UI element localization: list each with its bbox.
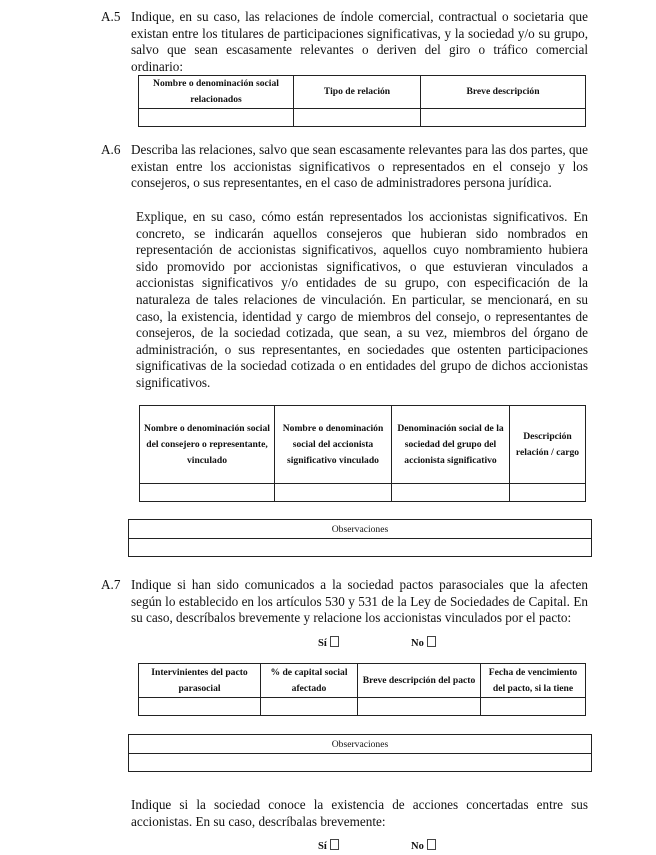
- a6-col-director: Nombre o denominación social del consejero o representante, vinculado: [140, 406, 275, 484]
- checkbox-icon[interactable]: [427, 636, 436, 647]
- table-row: [140, 484, 586, 502]
- a6-number: A.6: [101, 142, 121, 157]
- a6-observations: [128, 519, 592, 557]
- a7-col-parties: Intervinientes del pacto parasocial: [139, 664, 261, 698]
- a7-yes-option[interactable]: [318, 636, 339, 649]
- a7-text: Indique si han sido comunicados a la sociedad pactos parasociales que la afecten según lo establecido en los artículos 530 y 531 de la Ley de Sociedades de Capital. En su caso, descríbalos brevemente y relacione los accionistas vinculados por el pacto:: [131, 577, 588, 626]
- checkbox-icon[interactable]: [427, 839, 436, 850]
- a7-col-capital: % de capital social afectado: [261, 664, 358, 698]
- a5-col-desc: Breve descripción: [421, 76, 586, 109]
- a6-text: Describa las relaciones, salvo que sean escasamente relevantes para las dos partes, que existan entre los accionistas significativos o representados en el consejo y los consejeros, o sus representantes, en el caso de administradores persona jurídica.: [131, 142, 588, 191]
- a7-no2-label: No: [411, 841, 424, 852]
- a7-number: A.7: [101, 577, 121, 592]
- a6-col-shareholder: Nombre o denominación social del accionista significativo vinculado: [275, 406, 392, 484]
- a7-no-option[interactable]: [411, 636, 436, 649]
- checkbox-icon[interactable]: [330, 839, 339, 850]
- table-row: [139, 109, 586, 127]
- a7-yes-label: Sí: [318, 638, 327, 649]
- a7-yes2-label: Sí: [318, 841, 327, 852]
- a6-table: [139, 405, 586, 502]
- a7-col-expiry: Fecha de vencimiento del pacto, si la tiene: [481, 664, 586, 698]
- a7-no-label: No: [411, 638, 424, 649]
- a7-observations: [128, 734, 592, 772]
- table-row: [139, 698, 586, 716]
- a5-table: [138, 75, 586, 127]
- a6-explain: Explique, en su caso, cómo están representados los accionistas significativos. En concreto, se indicarán aquellos consejeros que hubieran sido nombrados en representación de accionistas significativos, aquellos cuyo nombramiento hubiera sido promovido por accionistas significativos, o que estuvieran vinculados a accionistas significativos y/o entidades de su grupo, con especificación de la naturaleza de tales relaciones de vinculación. En particular, se mencionará, en su caso, la existencia, identidad y cargo de miembros del consejo, o representantes de consejeros, de la sociedad cotizada, que sean, a su vez, miembros del órgano de administración, o sus representantes, en sociedades que ostenten participaciones significativas de la sociedad cotizada o en entidades del grupo de dichos accionistas significativos.: [136, 209, 588, 390]
- a5-number: A.5: [101, 9, 121, 24]
- checkbox-icon[interactable]: [330, 636, 339, 647]
- a7-no2-option[interactable]: [411, 839, 436, 852]
- a5-col-type: Tipo de relación: [294, 76, 421, 109]
- a6-observations-field[interactable]: [129, 539, 592, 557]
- a7-observations-label: Observaciones: [129, 735, 592, 754]
- a5-text: Indique, en su caso, las relaciones de índole comercial, contractual o societaria que existan entre los titulares de participaciones significativas, y la sociedad y/o su grupo, salvo que sean escasamente relevantes o deriven del giro o tráfico comercial ordinario:: [131, 9, 588, 74]
- a7-concerted-text: Indique si la sociedad conoce la existencia de acciones concertadas entre sus accionistas. En su caso, descríbalas brevemente:: [131, 797, 588, 829]
- a7-col-desc: Breve descripción del pacto: [358, 664, 481, 698]
- a7-yes2-option[interactable]: [318, 839, 339, 852]
- a7-observations-field[interactable]: [129, 754, 592, 772]
- a7-table: [138, 663, 586, 716]
- a5-col-name: Nombre o denominación social relacionados: [139, 76, 294, 109]
- a6-observations-label: Observaciones: [129, 520, 592, 539]
- a6-col-relation: Descripción relación / cargo: [510, 406, 586, 484]
- a6-col-group-company: Denominación social de la sociedad del grupo del accionista significativo: [392, 406, 510, 484]
